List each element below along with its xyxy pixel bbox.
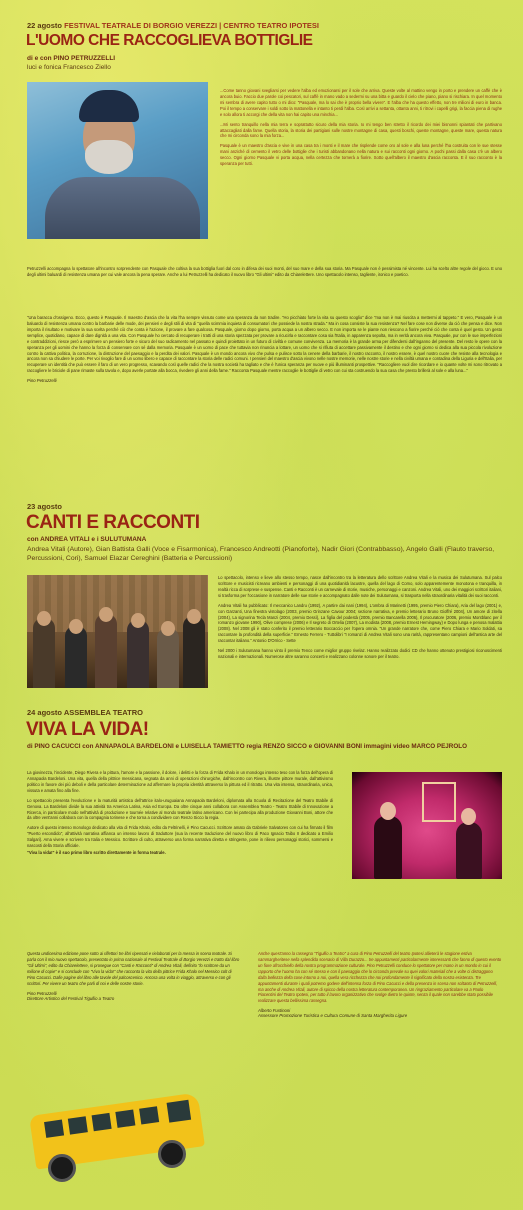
show3-text-1: La giovinezza, l'incidente, Diego Rivera e la pittura, l'amore e la passione, il dolore, i delitti e la forza di Frida Khalo in un monologo intenso teso con la forza dell'opera di Annapaola Bardeloni. Una vita, quella della pittrice messicana, segnata da anni di operazioni chirurgiche, dall'incontro con Rivera, illustre pittore murale, dall'attivismo politico in favore dei più deboli e della particolare determinazione ad affermare la propria identità attraverso la pittura ed il ritratto. Una vita intensa, straordinaria, unica, vissuta e amata fino alla fine. xyxy=(27,770,333,793)
show3-text-3: Autore di questo intenso monologo dedicato alla vita di Frida Khalo, edito da Feltrinelli, è Pino Cacucci. Scrittore amato da Gabriele Salvatores con cui ha firmato il film "Puerto escondido", all'attività narrativa affianca un intenso lavoro di traduttore (sua la recente traduzione del nuovo libro di Paco Ignacio Taibo II dedicato a Emilio Salgari). Ama vivere e scrivere tra Italia e Messico. Scrittore di culto, attraverso una forma narrativa diretta e stringente, pone in rilievo personaggi storici, sommersi e nascosti della Storia ufficiale. xyxy=(27,825,333,849)
show2-photo xyxy=(27,575,208,688)
show1-credits xyxy=(27,55,115,73)
footer-left-text: Questa undicesima edizione pone sotto ai riflettori tre libri ripensati e rielaborati per la messa in scena teatrale. Si parla con il mio nuovo spettacolo, presentato in prima nazionale al Festival Teatrale di Borgio Verezzi e tratto dal libro "Gli Ultimi", edito da Chiarelettere, si prosegue con "Canti e Racconti" di Andrea Vitali, definito "lo scrittore da un milione di copie" e si conclude con "Viva la vida!" che racconta la vita della pittrice Frida Khalo nel Messico colt di Pino Cacucci. Dalle pagine del libro alle tavole del palcoscenico. Ancora una volta in viaggio, attraverso e con gli scrittori. Per vivere un teatro che parli di noi e delle nostre storie. xyxy=(27,951,240,986)
footer-right xyxy=(258,951,502,1018)
show3-description xyxy=(27,770,333,860)
show1-credit-author: di e con PINO PETRUZZELLI xyxy=(27,55,116,62)
show1-quotes xyxy=(220,88,502,171)
show1-signature: Pino Petruzzelli xyxy=(27,378,57,384)
show2-credit-members: Andrea Vitali (Autore), Gian Battista Galli (Voce e Fisarmonica), Francesco Andreotti (Pianoforte), Nadir Giori (Contrabbasso), Angelo Galli (Flauto traverso, Percussioni, Cori), Samuel Elazar Cereghini (Batteria e Percussioni) xyxy=(27,545,495,562)
show2-credits xyxy=(27,536,502,563)
show2-text-1: Lo spettacolo, intenso e lieve allo stesso tempo, nasce dall'incontro tra la letteratura dello scrittore Andrea Vitali e la musica dei Sulutumana. Sul palco scrittore e musicisti ricreano ambienti e personaggi di una quotidianità lacustre, quella del lago di Como, solo apparentemente monotona e tranquilla, in realtà ricca di sorprese e suspense. Canti e Racconti è un carnevale di storie, musiche, personaggi e canzoni. Andrea Vitali, uno dei maggiori scrittori italiani, si trasforma per l'occasione in narratore delle sue storie e accompagnato dalle note dei Sulutumana, si trasporta nella straordinaria vitalità dei suoi racconti. xyxy=(218,575,502,598)
footer-left-signature: Pino Petruzzelli xyxy=(27,990,57,996)
show3-dateline xyxy=(27,708,143,717)
show2-title: CANTI E RACCONTI xyxy=(26,512,200,533)
show3-date: 24 agosto xyxy=(27,708,63,717)
show1-quote-1: ...Come tanno giovani svegliarsi per vedere l'alba ed emozionarsi per il sole che arriva. Queste volte al mattino vengo in porto e prendere un caffè che è ancora buio. Faccio due parole coi pescatori, sul caffè in mano vado a sedermi su una bitta e guardo il cielo che piano, piano si rischiara. In quel momento mi sembra di avere capito tutto o mi dico: "Pasquale, ma lo sai che è proprio bella vivere". E l'alba che ha questo effetto, non tre milioni di euro in banca. Poi il tempo a conservare i soldi sotto la mattonella e intanto ti perdi l'alba. Così arrivi a settanta, ottanta anni, ti ritrovi i capelli grigi, la faccia piena di rughe e solo allora ti accorgi che della vita non hai capito una minchia... xyxy=(220,88,502,117)
show1-credit-lights: luci e fonica Francesco Ziello xyxy=(27,63,111,71)
show2-date: 23 agosto xyxy=(27,502,63,511)
footer-right-text: Anche quest'anno la rassegna "Tigullio a Teatro" a cura di Pino Petruzzelli del teatro Ipotesi allieterà le stagione estiva sammargheritese nella splendida scenario di Villa Durazzo... tre appuntamenti particolarmente interessanti che fanno di questo evento un fiore all'occhiello della nostra programmazione culturale. Pino Petruzzelli conduce lo spettatore per mano in un mondo in cui il rapporto che l'uomo ha con sé stesso e con il paesaggio che lo circonda prevale su quei valori materiali che a volte ci distraggono dalla bellezza della cose intorno a noi, quella vera ricchezza che noi profondamente il significato della nostra esistenza. Tre appuntamenti durante i quali potremo godere dell'intensa forza di Pino Cacucci e della presenza in scena non soltanto di Petruzzelli, ma anche di Andrea Vitali, autore di spicco della nostra letteratura contemporanea. Un ringraziamento particolare va a Paolo Piacentini del Teatro Ipotesi, per tutto il lavoro organizzativo che svolge dietro le quinte, senza il quale non sarebbe stato possibile realizzare questa bellissima rassegna. xyxy=(258,951,502,1004)
show1-title: L'UOMO CHE RACCOGLIEVA BOTTIGLIE xyxy=(26,32,313,49)
show1-date: 22 agosto xyxy=(27,21,63,30)
show1-venue: FESTIVAL TEATRALE DI BORGIO VEREZZI | CENTRO TEATRO IPOTESI xyxy=(64,21,319,30)
show3-venue: ASSEMBLEA TEATRO xyxy=(63,708,143,717)
show2-text-2: Andrea Vitali ha pubblicato: Il meccanico Landru (1992), A partire dai nani (1994), L'ombra di Marinetti (1995, premio Piero Chiara), Aria del lago (2001) e, con Garzanti, Una finestra vistolago (2003, premio Grinzane Cavour 2004; sezione narrativa, e premio letterario Bruno Gioffré 2004), Un amore di zitella (2004), La signorina Tecla Manzi (2004, premio Dessì), La figlia del podestà (2005, premio Bancarella 2006), Il procuratore (2006, premio Montblanc per il romanzo giovane 1990), Olive comprese (2006) e Il segreto di Ortelia (2007), La modista (2008, premio Ernest Hemingway) e Dopo lunga e penosa malattia (2008). Nel 2008 gli è stato conferito il premio letterario Boccaccio per l'opera omnia. "Un grande narratore che, come Piero Chiara e Mario Soldati, sa raccontare la profondità della superficie." Ernesto Ferrero - Tuttolibri "I romanzi di Andrea Vitali sono una rarità, rappresentano campioni dell'antica arte del raccontar italiano." Antonio D'Orrico - Sette xyxy=(218,602,502,644)
show3-title: VIVA LA VIDA! xyxy=(26,719,149,740)
show2-credit-main: con ANDREA VITALI e i SULUTUMANA xyxy=(27,536,147,543)
footer-right-signature: Alberto Fustinoni xyxy=(258,1008,291,1014)
show1-body: "Una baracca d'ossigeno. Ecco, questo è Pasquale. Il maestro d'ascia che la vita l'ha sempre vissuto come una speranza da non tradire. "Ho picchiato forte la vita su questo scoglio" dice "ma non è mai riuscita a mettermi al tappeto." E vero, Pasquale è un baluardo di resistenza umana contro la barbarie delle mode, dei pensieri e degli stili di vita di "quella scimmia inquieta di consumatori che possiede la nostra strada." Ma in cosa consiste la sua resistenza? Nel fare cose non diverse da ciò che pensa e dice. Non importa il risultato e motivare la sua scelta perché ciò che conta è l'azione, il provare a fare qualcosa. Pasquale, giorno dopo giorno, porta acqua a un albero secco. E non importa se le piante non riescono a fiorire perché ciò che conta è quel gesto. Un gesto semplice, quotidiano, capace di dare dignità a una vita. Con Pasquale ho cercato di recuperare i tratti di una storia spezzata per provare a ricucirla e raccontare cosa sia l'Italia, in apparenza sepolta, ma in verità ancora viva. Pasquale, pur con le sue imperfezioni e contraddizioni, riesce però a esprimere un pensiero forte e sicuro del suo radicamento nel passato e quindi proiettato in un futuro di civiltà e comune convivenza. La memoria è la grande arma per difendersi dall'inganno del presente. Del resto le opere con la speranza per gli uomini che hanno la forza di conservare con sé dalla memoria. Pasquale è un uomo di pace che tuttavia non rinuncia a lottare, un uomo che si rifiuta di accettare passivamente il destino e che ogni giorno si dedica alla sua piccola rivoluzione contro la cattiva politica, la corruzione, la distruzione del paesaggio e la perdita dei valori. Pasquale è un mondo ancora vivo che pulsa e pulisce sotto la cenere della barbarie, il nostro racconto, il nostro essere, è quel nostro cuore che resiste alla tecnologia e ancora non sa chiudere le porte. Per voi rivoglio fare di un uomo libero e capace di raccontare la storia delle radici comuni. I pensieri del maestro d'ascia vivono nelle nostre memorie, nelle nostre storie e nella civiltà umana e contadina della Liguria e dell'Italia, per recuperare un identità che può essere il faro di un vero progresso, scavando così quelle radici che la nostra società ha tagliato e che è l'unica speranza per nuove e più illuminanti prospettive. "Raccogliere vuol dire ricordare e io quante volte mi sono ritrovato a raccogliere le briciole di pane rimaste sulla tavola e, dopo averle portate alla bocca, rivedere gli anni della fame." Racconta Pasquale mentre raccoglie le bottiglie di vetro con cui sta costruendo la sua casa che presto brillerà al sole e alla luna..." Pino Petruzzelli xyxy=(27,315,502,384)
show1-dateline xyxy=(27,21,507,30)
show2-description xyxy=(218,575,502,664)
show1-intro: Petruzzelli accompagna lo spettatore all'incontro sorprendente con Pasquale che coltiva la sua bottiglia fuori dal coro in difesa dei suoi monti, del suo mare e della sua storia. Ma Pasquale non è pessimista né vincente. Lui ha scelto altre regole del gioco. E uno degli ultimi baluardi di resistenza umana per cui vale ancora la pena sperare. Anche a lui Petruzzelli ha dedicato il nuovo libro "Gli ultimi" edito da Chiarelettere. Uno spettacolo intenso, tagliente, ironico e poetico. xyxy=(27,266,502,277)
school-bus-image xyxy=(18,1082,218,1192)
show3-photo xyxy=(352,772,502,879)
show3-credit: di PINO CACUCCI con ANNAPAOLA BARDELONI e LUISELLA TAMIETTO regia RENZO SICCO e GIOVANNI BONI immagini video MARCO PEJROLO xyxy=(27,743,467,750)
show3-text-2: Lo spettacolo presenta l'evoluzione e la maturità artistica dell'attrice italo-uruguaiana Annapaola Bardeloni, diplomata alla Scuola di Recitazione del Teatro Stabile di Genova. La Bardeloni divide la sua attività tra America Latina, Asia ed Europa. Da oltre cinque anni collabora con Assemblea Teatro - Teatro Stabile di Innovazione a Ricerca, in particolare modo nell'attività di produzione e tournée relative al mondo teatrale latino americano. Con lei partecipa alla produzione Giovanni Boni, attore che da oltre vent'anni collabora con la compagnia torinese e che torna a condividere con Renzo Sicco la regia. xyxy=(27,797,333,821)
show1-quote-3: Pasquale è un maestro d'ascia e vive in una casa tra i monti e il mare che risplende come oro al sole e alla luna perché l'ha costruita con le sue stesse mani anziché di cemento il vetro delle bottiglie che i turisti abbandonano nella natura e sui racconti ogni giorno. A pochi passi dalla casa c'è un albero secco. Ogni giorno Pasquale vi porta acqua, nella certezza che tornerà a fiorire. Sotto quell'albero il maestro d'ascia racconta. E il suo racconto è la speranza per tutti. xyxy=(220,143,502,167)
show1-quote-2: ...Mi sento tranquillo nella mia terra e soprattutto sicuro della mia storia. Io mi tengo ben stretto il ricordo dei miei bisnonni spiantati che partivano attaccagliati dalla fame. Quella storia, la storia dei partigiani sulle nostre montagne di casa, questi boschi, queste montagne, queste mare, questa natura che mi circonda sono la mia forza... xyxy=(220,121,502,139)
footer-right-role: Assessore Promozione Turistica e Cultura Comune di Santa Margherita Ligure xyxy=(258,1013,408,1019)
show1-photo xyxy=(27,82,208,239)
footer-left-role: Direttore Artistico del Festival Tigullio a Teatro xyxy=(27,995,115,1001)
show2-text-3: Nel 2000 i Sulutumana hanno vinto il premio Tenco come miglior gruppo rivelaz. Hanno realizzato dodici CD che hanno ottenuto prestigiosi riconoscimenti nazionali e internazionali. Numerose altre saranno concerti e realizzano colonne sonore per il teatro. xyxy=(218,648,502,660)
show3-text-4: "Viva la vida!" è il suo primo libro scritto direttamente in forma teatrale. xyxy=(27,850,166,856)
footer-left xyxy=(27,951,240,1001)
